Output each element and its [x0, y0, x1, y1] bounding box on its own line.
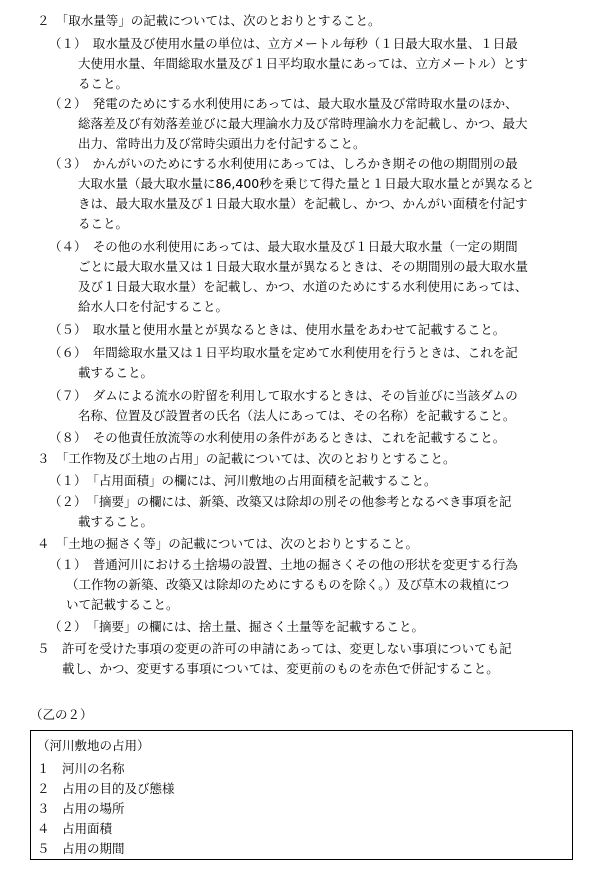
item-3-2-cont: 載すること。 [78, 514, 154, 529]
item-5: ５ 許可を受けた事項の変更の許可の申請にあっては、変更しない事項についても記 [37, 641, 512, 656]
item-2-4-cont: ごとに最大取水量又は１日最大取水量が異なるときは、その期間別の最大取水量 [78, 259, 529, 274]
box-item: ５ 占用の期間 [37, 841, 125, 856]
item-4-1-cont: （工作物の新築、改築又は除却のためにするものを除く。）及び草木の栽植につ [66, 577, 510, 592]
item-2-1: （１） 取水量及び使用水量の単位は、立方メートル毎秒（１日最大取水量、１日最 [49, 36, 518, 51]
item-2-4-cont: 及び１日最大取水量）を記載し、かつ、水道のためにする水利使用にあっては、 [78, 279, 528, 294]
item-3-1: （１） 「占用面積」の欄には、河川敷地の占用面積を記載すること。 [49, 473, 437, 488]
item-2-1-cont: ること。 [78, 76, 129, 91]
item-2-3-cont: 大取水量（最大取水量に86,400秒を乗じて得た量と１日最大取水量とが異なると [78, 176, 535, 191]
item-2-7: （７） ダムによる流水の貯留を利用して取水するときは、その旨並びに当該ダムの [49, 388, 518, 403]
box-item: ４ 占用面積 [37, 821, 113, 836]
item-4-heading: ４ 「土地の掘さく等」の記載については、次のとおりとすること。 [37, 536, 419, 551]
item-2-3-cont: ること。 [78, 216, 129, 231]
item-2-6-cont: 載すること。 [78, 365, 154, 380]
item-2-3-cont: きは、最大取水量及び１日最大取水量）を記載し、かつ、かんがい面積を付記す [78, 196, 528, 211]
item-2-6: （６） 年間総取水量又は１日平均取水量を定めて水利使用を行うときは、これを記 [49, 345, 518, 360]
item-2-3: （３） かんがいのためにする水利使用にあっては、しろかき期その他の期間別の最 [49, 156, 518, 171]
item-4-1-cont: いて記載すること。 [66, 597, 179, 612]
item-2-4: （４） その他の水利使用にあっては、最大取水量及び１日最大取水量（一定の期間 [49, 239, 518, 254]
item-2-1-cont: 大使用水量、年間総取水量及び１日平均取水量にあっては、立方メートル）とす [78, 56, 528, 71]
item-5-cont: 載し、かつ、変更する事項については、変更前のものを赤色で併記すること。 [62, 661, 499, 676]
item-2-2: （２） 発電のためにする水利使用にあっては、最大取水量及び常時取水量のほか、 [49, 96, 518, 111]
item-3-heading: ３ 「工作物及び土地の占用」の記載については、次のとおりとすること。 [37, 451, 456, 466]
item-2-4-cont: 給水人口を付記すること。 [78, 299, 229, 314]
item-2-5: （５） 取水量と使用水量とが異なるときは、使用水量をあわせて記載すること。 [49, 322, 506, 337]
item-2-7-cont: 名称、位置及び設置者の氏名（法人にあっては、その名称）を記載すること。 [78, 408, 516, 423]
box-item: ２ 占用の目的及び態様 [37, 781, 175, 796]
item-2-2-cont: 出力、常時出力及び常時尖頭出力を付記すること。 [78, 136, 366, 151]
box-item: １ 河川の名称 [37, 761, 125, 776]
section-label: （乙の２） [30, 707, 93, 722]
item-2-heading: ２ 「取水量等」の記載については、次のとおりとすること。 [37, 13, 381, 28]
item-4-1: （１） 普通河川における土捨場の設置、土地の掘さくその他の形状を変更する行為 [49, 557, 518, 572]
item-2-2-cont: 総落差及び有効落差並びに最大理論水力及び常時理論水力を記載し、かつ、最大 [78, 116, 528, 131]
item-2-8: （８） その他責任放流等の水利使用の条件があるときは、これを記載すること。 [49, 430, 506, 445]
item-3-2: （２） 「摘要」の欄には、新築、改築又は除却の別その他参考となるべき事項を記 [49, 494, 512, 509]
item-4-2: （２） 「摘要」の欄には、捨土量、掘さく土量等を記載すること。 [49, 619, 425, 634]
occupancy-box [30, 730, 573, 860]
box-title: （河川敷地の占用） [37, 738, 150, 753]
box-item: ３ 占用の場所 [37, 801, 125, 816]
